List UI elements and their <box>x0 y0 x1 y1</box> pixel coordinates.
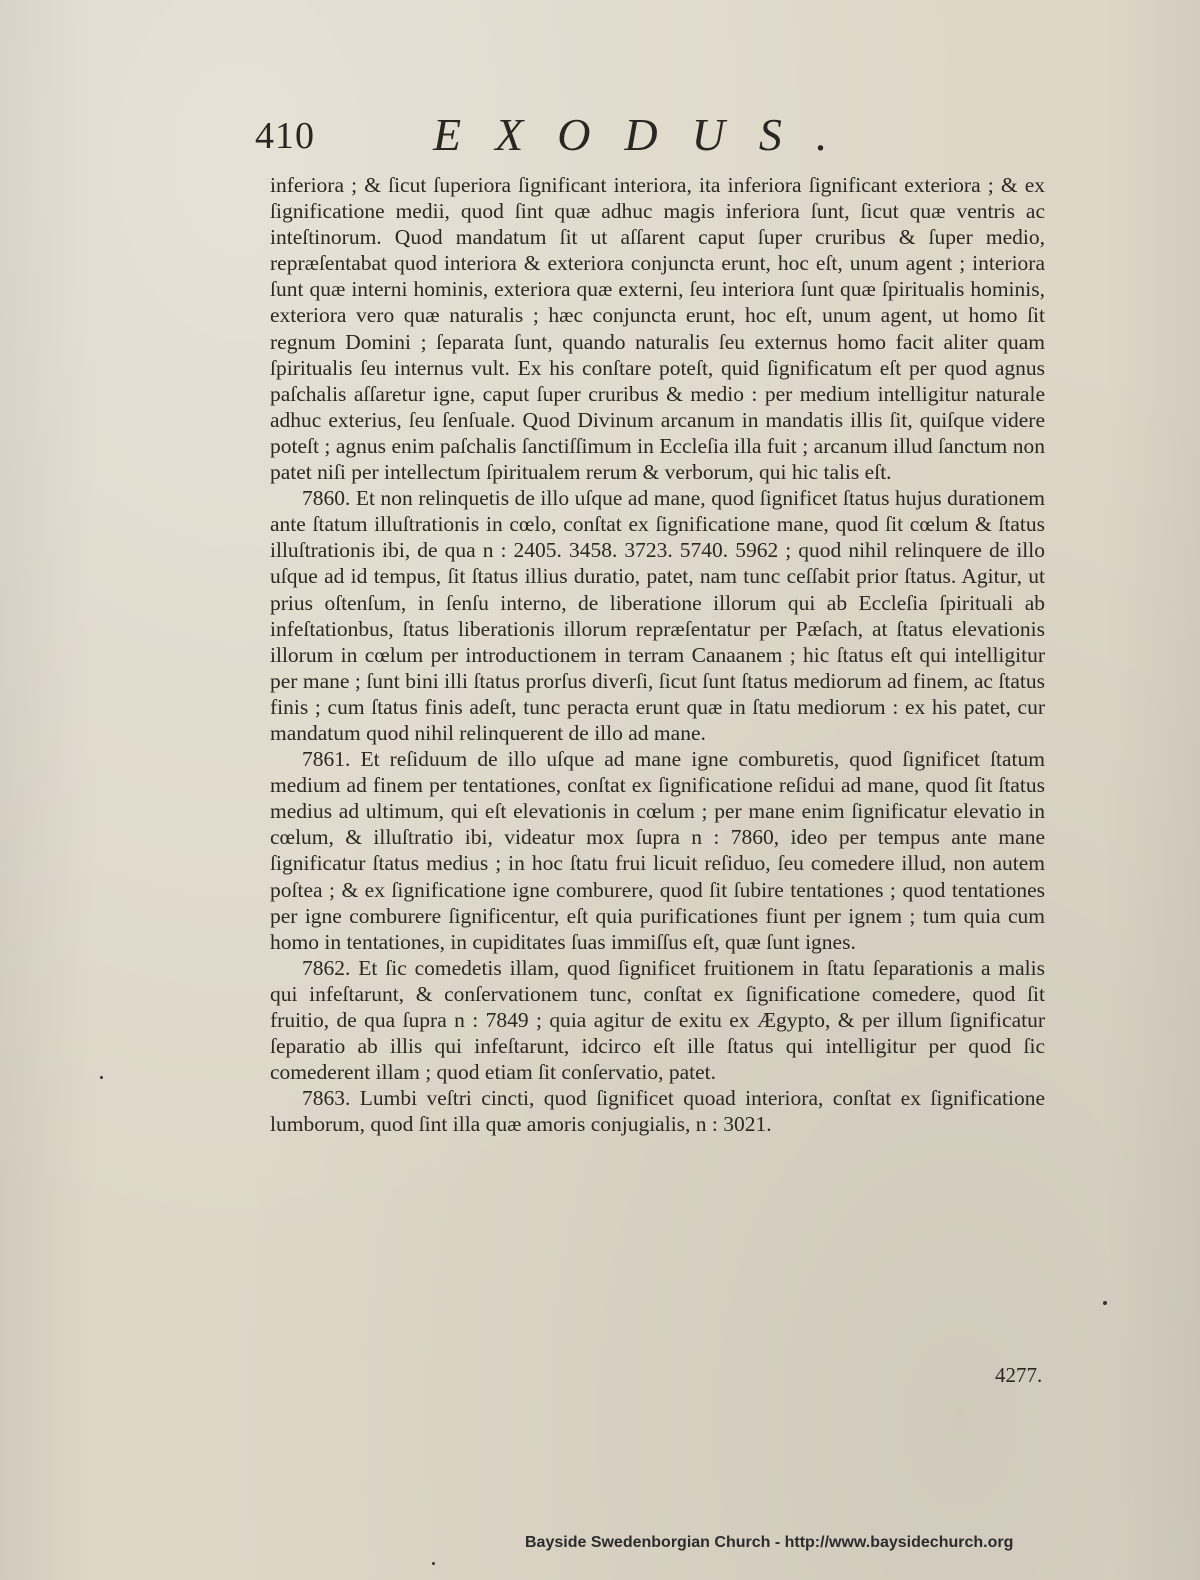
page-number: 410 <box>255 115 315 157</box>
ink-speck <box>100 1076 103 1079</box>
paragraph-7861: 7861. Et reſiduum de illo uſque ad mane igne comburetis, quod ſignificet ſtatum medium ad finem per tentationes, conſtat ex ſignificatione reſidui ad mane, quod ſit ſtatus medius ad ultimum, qui eſt elevationis in cœlum ; per mane enim ſignificatur elevatio in cœlum, & illuſtratio ibi, videatur mox ſupra n : 7860, ideo per tempus ante mane ſignificatur ſtatus medius ; in hoc ſtatu frui licuit reſiduo, ſeu comedere illud, non autem poſtea ; & ex ſignificatione igne comburere, quod ſit ſubire tentationes ; quod tentationes per igne comburere ſignificentur, eſt quia purificationes fiunt per ignem ; tum quia cum homo in tentationes, in cupiditates ſuas immiſſus eſt, quæ ſunt ignes. <box>270 747 1045 954</box>
page-header <box>255 108 955 168</box>
body-text <box>270 172 1045 1137</box>
paragraph-7860: 7860. Et non relinquetis de illo uſque ad mane, quod ſignificet ſtatus hujus durationem ante ſtatum illuſtrationis in cœlo, conſtat ex ſignificatione mane, quod ſit cœlum & ſtatus illuſtrationis ibi, de qua n : 2405. 3458. 3723. 5740. 5962 ; quod nihil relinquere de illo uſque ad id tempus, ſit ſtatus illius duratio, patet, nam tunc ceſſabit prior ſtatus. Agitur, ut prius oſtenſum, in ſenſu interno, de liberatione illorum qui ab Eccleſia ſpirituali ab infeſtationbus, ſtatus liberationis illorum repræſentatur per Pæſach, at ſtatus elevationis illorum in cœlum per introductionem in terram Canaanem ; hic ſtatus eſt qui intelligitur per mane ; ſunt bini illi ſtatus prorſus diverſi, ſicut ſunt ſtatus mediorum ad finem, ac ſtatus finis ; cum ſtatus finis adeſt, tunc peracta erunt quæ in ſtatu mediorum : ex his patet, cur mandatum quod nihil relinquerent de illo ad mane. <box>270 486 1045 745</box>
paragraph-7862: 7862. Et ſic comedetis illam, quod ſignificet fruitionem in ſtatu ſeparationis a malis qui infeſtarunt, & conſervationem tunc, conſtat ex ſignificatione comedere, quod ſit fruitio, de qua ſupra n : 7849 ; quia agitur de exitu ex Ægypto, & per illum ſignificatur ſeparatio ab illis qui infeſtarunt, idcirco eſt ille ſtatus qui intelligitur per quod ſic comederent illam ; quod etiam ſit conſervatio, patet. <box>270 955 1045 1085</box>
watermark-text: Bayside Swedenborgian Church - http://www.baysidechurch.org <box>525 1534 1014 1551</box>
catchword: 4277. <box>995 1363 1043 1387</box>
paragraph-continuation: inferiora ; & ſicut ſuperiora ſignificant interiora, ita inferiora ſignificant exteriora ; & ex ſignificatione medii, quod ſint quæ adhuc magis inferiora ſunt, ſicut quæ ventris ac inteſtinorum. Quod mandatum ſit ut aſſarent caput ſuper cruribus & ſuper medio, repræſentabat quod interiora & exteriora conjuncta erunt, hoc eſt, unum agent ; interiora ſunt quæ interni hominis, exteriora quæ externi, ſeu interiora ſunt quæ ſpiritualis hominis, exteriora vero quæ naturalis ; hæc conjuncta erunt, hoc eſt, unum agent, ut homo ſit regnum Domini ; ſeparata ſunt, quando naturalis ſeu externus homo facit aliter quam ſpiritualis ſeu internus vult. Ex his conſtare poteſt, quid ſignificatum eſt per quod agnus paſchalis aſſaretur igne, caput ſuper cruribus & medio : per medium intelligitur naturale adhuc exterius, ſeu ſenſuale. Quod Divinum arcanum in mandatis illis ſit, quiſque videre poteſt ; agnus enim paſchalis ſanctiſſimum in Eccleſia illa fuit ; arcanum illud ſanctum non patet niſi per intellectum ſpiritualem rerum & verborum, qui hic talis eſt. <box>270 173 1045 485</box>
ink-speck <box>1103 1301 1107 1305</box>
paragraph-7863: 7863. Lumbi veſtri cincti, quod ſignificet quoad interiora, conſtat ex ſignificatione lumborum, quod ſint illa quæ amoris conjugialis, n : 3021. <box>270 1086 1045 1137</box>
running-head: EXODUS. <box>433 109 862 160</box>
ink-speck <box>432 1562 435 1565</box>
